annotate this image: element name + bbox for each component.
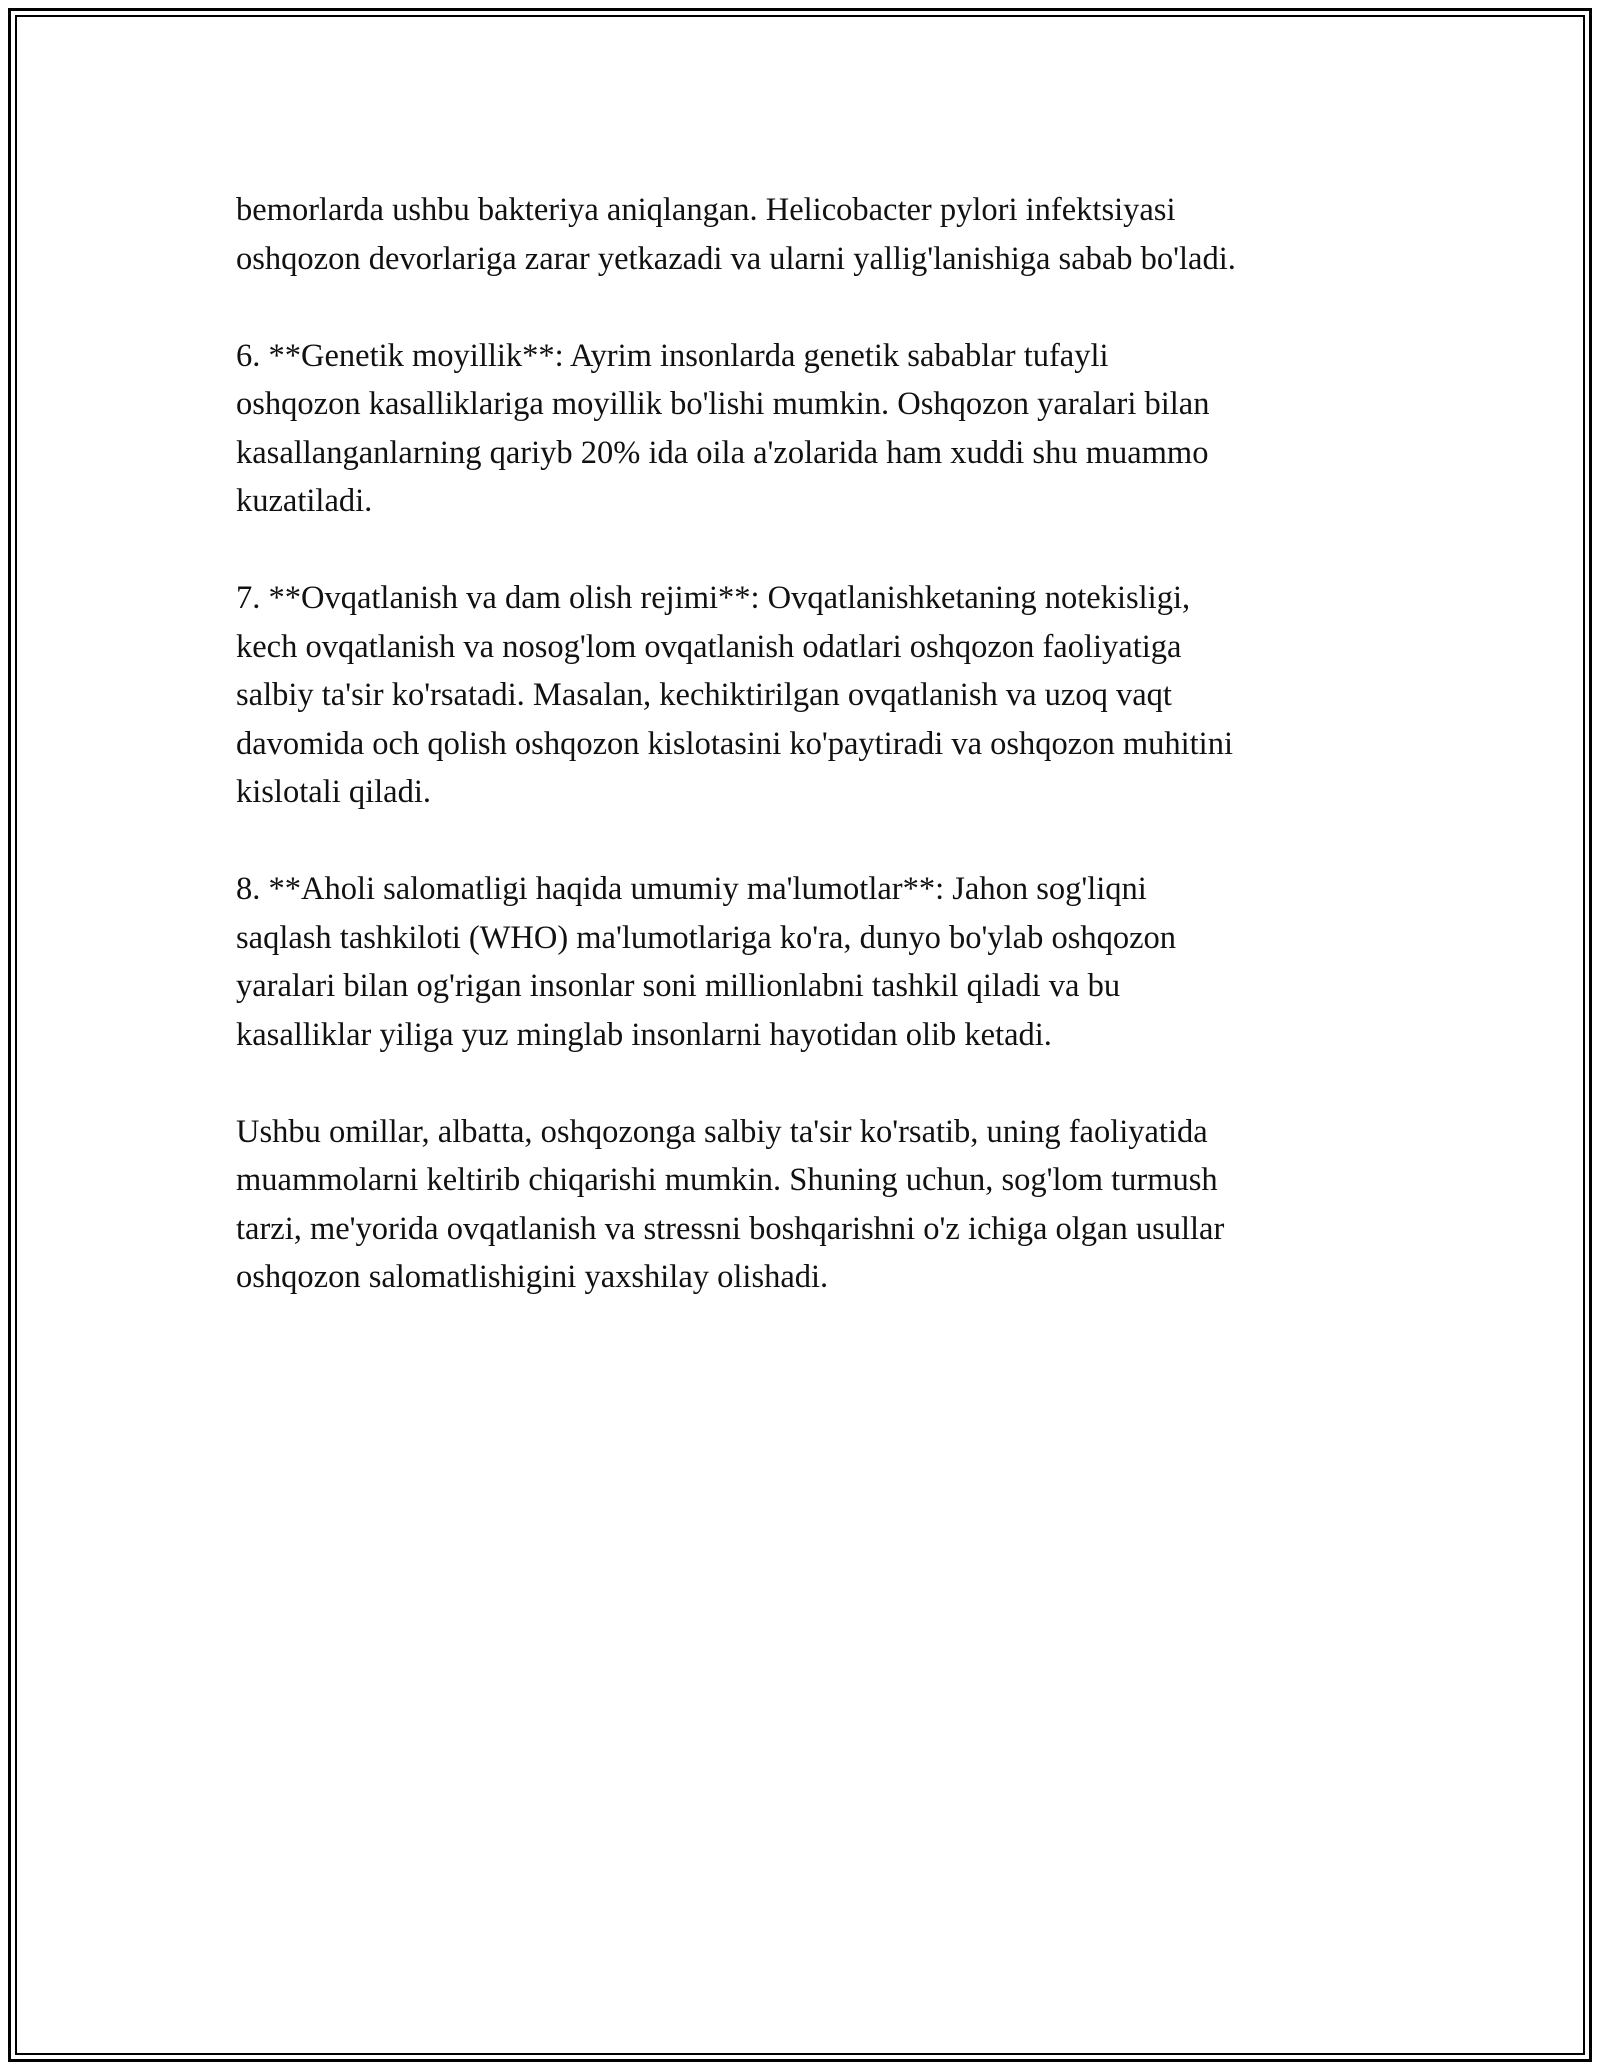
text-line: yaralari bilan og'rigan insonlar soni millionlabni tashkil qiladi va bu	[236, 968, 1121, 1004]
paragraph-conclusion	[236, 1108, 1376, 1302]
paragraph-helicobacter	[236, 186, 1376, 283]
text-line: kasallanganlarning qariyb 20% ida oila a'zolarida ham xuddi shu muammo	[236, 434, 1209, 471]
text-line: saqlash tashkiloti (WHO) ma'lumotlariga ko'ra, dunyo bo'ylab oshqozon	[236, 919, 1177, 956]
paragraph-aholi-salomatligi	[236, 865, 1376, 1059]
text-line: 6. **Genetik moyillik**: Ayrim insonlarda genetik sabablar tufayli	[236, 337, 1109, 374]
paragraph-ovqatlanish-rejimi	[236, 574, 1376, 817]
text-line: oshqozon devorlariga zarar yetkazadi va ularni yallig'lanishiga sabab bo'ladi.	[236, 240, 1236, 277]
text-line: kislotali qiladi.	[236, 774, 431, 810]
text-line: 8. **Aholi salomatligi haqida umumiy ma'lumotlar**: Jahon sog'liqni	[236, 871, 1147, 907]
text-line: oshqozon kasalliklariga moyillik bo'lishi mumkin. Oshqozon yaralari bilan	[236, 386, 1210, 422]
text-line: salbiy ta'sir ko'rsatadi. Masalan, kechiktirilgan ovqatlanish va uzoq vaqt	[236, 677, 1172, 713]
text-line: kuzatiladi.	[236, 483, 373, 519]
paragraph-genetik-moyillik	[236, 332, 1376, 526]
text-line: tarzi, me'yorida ovqatlanish va stressni boshqarishni o'z ichiga olgan usullar	[236, 1210, 1225, 1247]
text-line: davomida och qolish oshqozon kislotasini ko'paytiradi va oshqozon muhitini	[236, 725, 1233, 762]
text-line: kech ovqatlanish va nosog'lom ovqatlanish odatlari oshqozon faoliyatiga	[236, 628, 1182, 665]
text-line: Ushbu omillar, albatta, oshqozonga salbiy ta'sir ko'rsatib, uning faoliyatida	[236, 1113, 1208, 1150]
text-line: muammolarni keltirib chiqarishi mumkin. Shuning uchun, sog'lom turmush	[236, 1162, 1218, 1198]
text-line: kasalliklar yiliga yuz minglab insonlarni hayotidan olib ketadi.	[236, 1016, 1052, 1053]
text-line: bemorlarda ushbu bakteriya aniqlangan. Helicobacter pylori infektsiyasi	[236, 192, 1176, 228]
document-body	[236, 186, 1376, 1350]
text-line: oshqozon salomatlishigini yaxshilay olishadi.	[236, 1259, 829, 1295]
text-line: 7. **Ovqatlanish va dam olish rejimi**: Ovqatlanishketaning notekisligi,	[236, 580, 1191, 616]
